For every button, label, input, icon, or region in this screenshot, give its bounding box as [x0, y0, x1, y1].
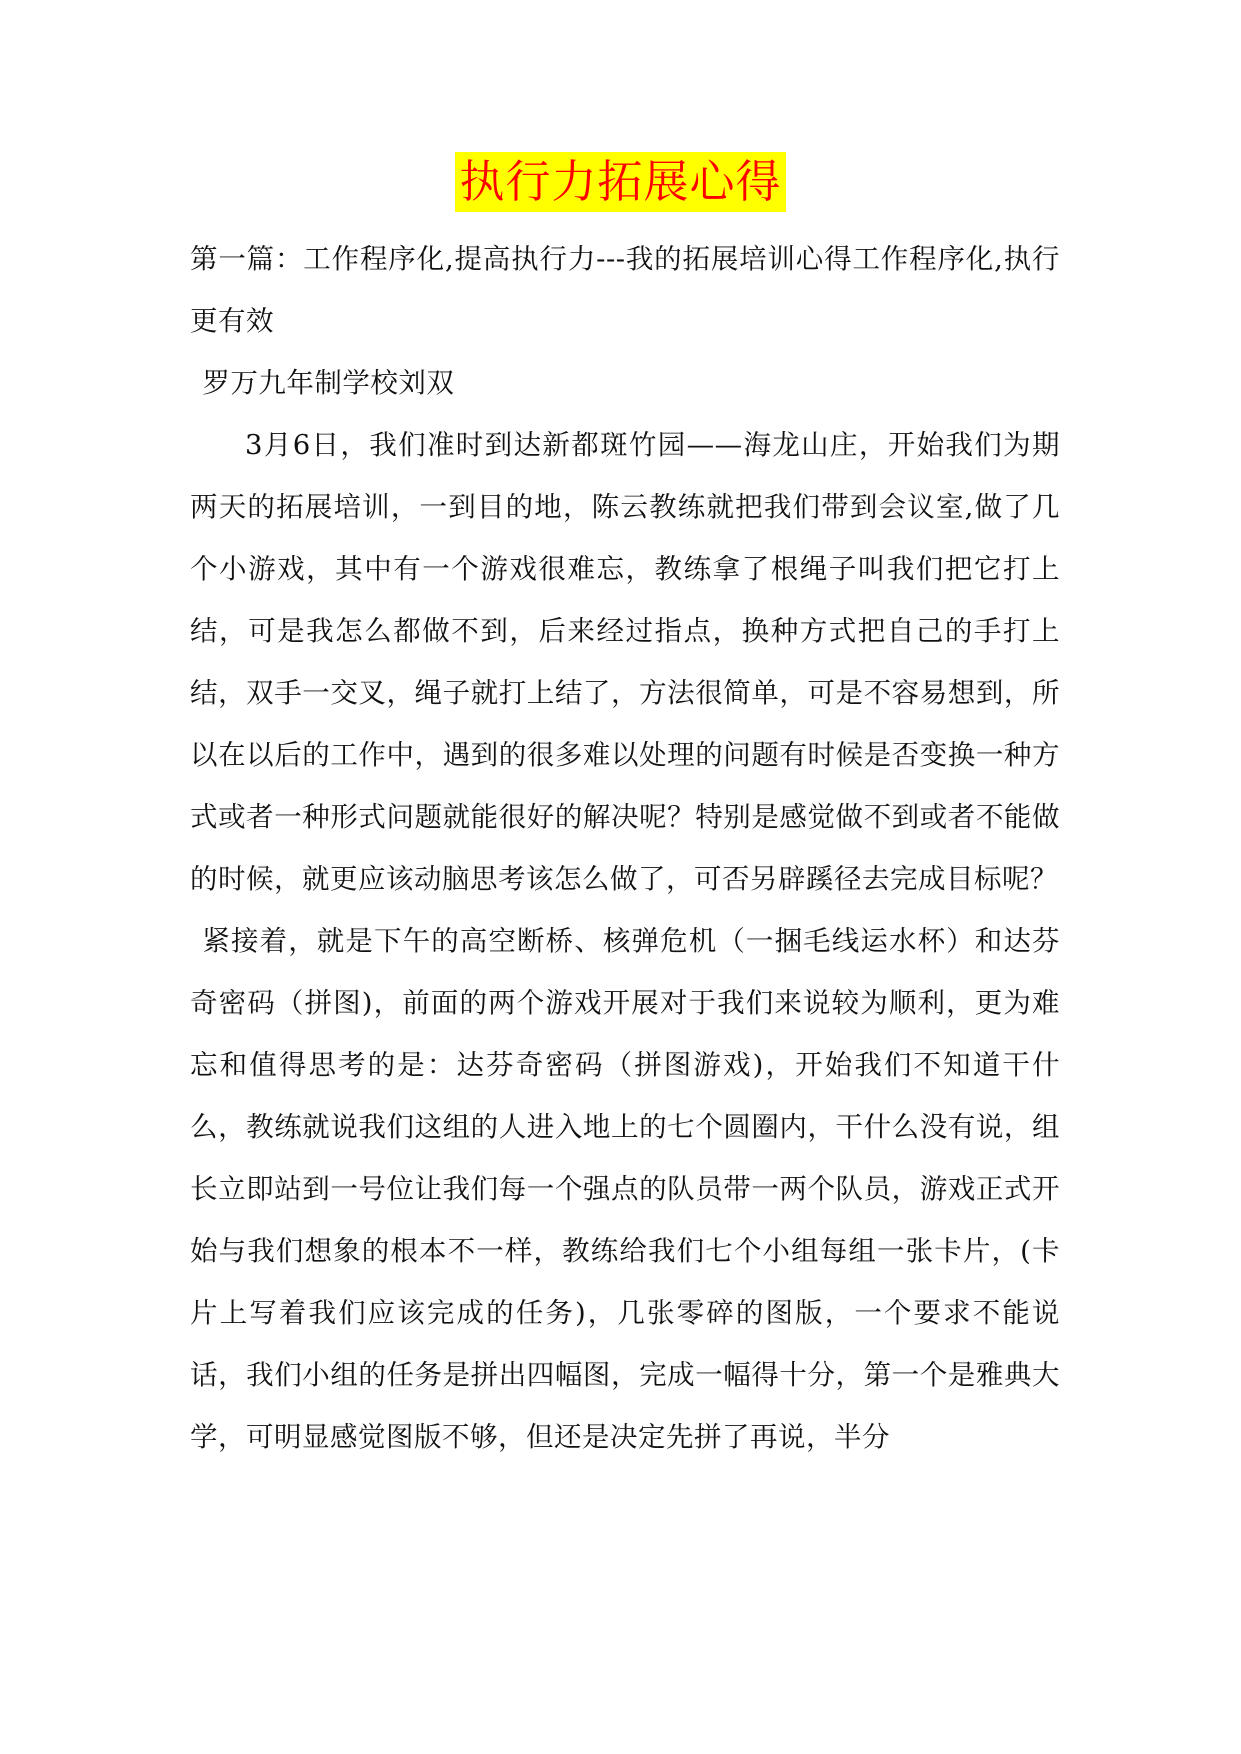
author-line: 罗万九年制学校刘双 [202, 367, 455, 399]
title-container [0, 152, 1241, 212]
section-heading: 第一篇：工作程序化,提高执行力---我的拓展培训心得工作程序化,执行更有效 [190, 243, 1060, 337]
document-body [190, 228, 1060, 1468]
paragraph-1: 3月6日，我们准时到达新都斑竹园——海龙山庄，开始我们为期两天的拓展培训，一到目的地，陈云教练就把我们带到会议室,做了几个小游戏，其中有一个游戏很难忘，教练拿了根绳子叫我们把它打上结，可是我怎么都做不到，后来经过指点，换种方式把自己的手打上结，双手一交叉，绳子就打上结了，方法很简单，可是不容易想到，所以在以后的工作中，遇到的很多难以处理的问题有时候是否变换一种方式或者一种形式问题就能很好的解决呢？特别是感觉做不到或者不能做的时候，就更应该动脑思考该怎么做了，可否另辟蹊径去完成目标呢？ [190, 429, 1060, 895]
paragraph-2: 紧接着，就是下午的高空断桥、核弹危机（一捆毛线运水杯）和达芬奇密码（拼图)，前面的两个游戏开展对于我们来说较为顺利，更为难忘和值得思考的是：达芬奇密码（拼图游戏)，开始我们不知道干什么，教练就说我们这组的人进入地上的七个圆圈内，干什么没有说，组长立即站到一号位让我们每一个强点的队员带一两个队员，游戏正式开始与我们想象的根本不一样，教练给我们七个小组每组一张卡片，(卡片上写着我们应该完成的任务)，几张零碎的图版，一个要求不能说话，我们小组的任务是拼出四幅图，完成一幅得十分，第一个是雅典大学，可明显感觉图版不够，但还是决定先拼了再说，半分 [190, 925, 1060, 1453]
document-title: 执行力拓展心得 [455, 152, 785, 212]
